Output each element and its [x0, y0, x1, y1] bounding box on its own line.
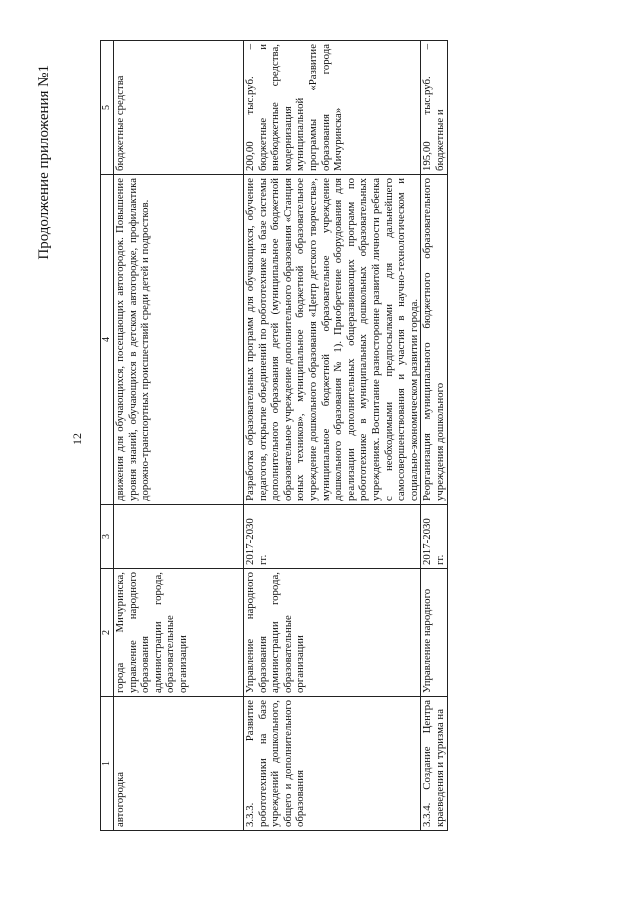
- page-header-title: Продолжение приложения №1: [36, 65, 52, 260]
- page-number: 12: [70, 433, 84, 445]
- measures-table: [100, 40, 448, 831]
- measure-cell: 3.3.3. Развитие робототехники на базе учреждений дошкольного, общего и дополнительного образования: [244, 697, 421, 831]
- period-cell: 2017-2030 гг.: [244, 505, 421, 569]
- funding-cell: 200,00 тыс.руб. – бюджетные и внебюджетные средства, модернизация муниципальной программы «Развитие образования города Мичуринска»: [244, 41, 421, 175]
- column-number: 4: [101, 175, 114, 505]
- executor-cell: города Мичуринска, управление народного образования администрации города, образовательные организации: [114, 569, 244, 697]
- result-cell: Реорганизация муниципального бюджетного образовательного учреждения дошкольного: [421, 175, 447, 505]
- period-cell: [114, 505, 244, 569]
- table-row: [244, 41, 421, 831]
- funding-cell: 195,00 тыс.руб. – бюджетные и: [421, 41, 447, 175]
- table-row: [421, 41, 447, 831]
- measure-cell: 3.3.4. Создание Центра краеведения и туризма на: [421, 697, 447, 831]
- column-number: 2: [101, 569, 114, 697]
- column-number: 1: [101, 697, 114, 831]
- result-cell: Разработка образовательных программ для обучающихся, обучение педагогов, открытие объединений по робототехнике на базе системы дополнительного образования детей (муниципальное бюджетной образовательное учреждение дополнительного образования «Станция юных техников», муниципальное бюджетной образовательное учреждение дошкольного образования «Центр детского творчества», муниципальное бюджетной образовательное учреждение дошкольного образования № 1). Приобретение оборудования для реализации дополнительных общеразвивающих программ по робототехнике в муниципальных дошкольных образовательных учреждениях. Воспитание разносторонне развитой личности ребенка с необходимыми предпосылками для дальнейшего самосовершенствования и участия в научно-технологическом и социально-экономическом развитии города.: [244, 175, 421, 505]
- measure-cell: автогородка: [114, 697, 244, 831]
- column-number: 3: [101, 505, 114, 569]
- executor-cell: Управление народного образования администрации города, образовательные организации: [244, 569, 421, 697]
- column-number-row: [101, 41, 114, 831]
- table-row: [114, 41, 244, 831]
- column-number: 5: [101, 41, 114, 175]
- period-cell: 2017-2030 гг.: [421, 505, 447, 569]
- result-cell: движения для обучающихся, посещающих автогородок. Повышение уровня знаний, обучающихся в детском автогородке, профилактика дорожно-транспортных происшествий среди детей и подростков.: [114, 175, 244, 505]
- executor-cell: Управление народного: [421, 569, 447, 697]
- funding-cell: бюджетные средства: [114, 41, 244, 175]
- rotated-page: [36, 37, 600, 867]
